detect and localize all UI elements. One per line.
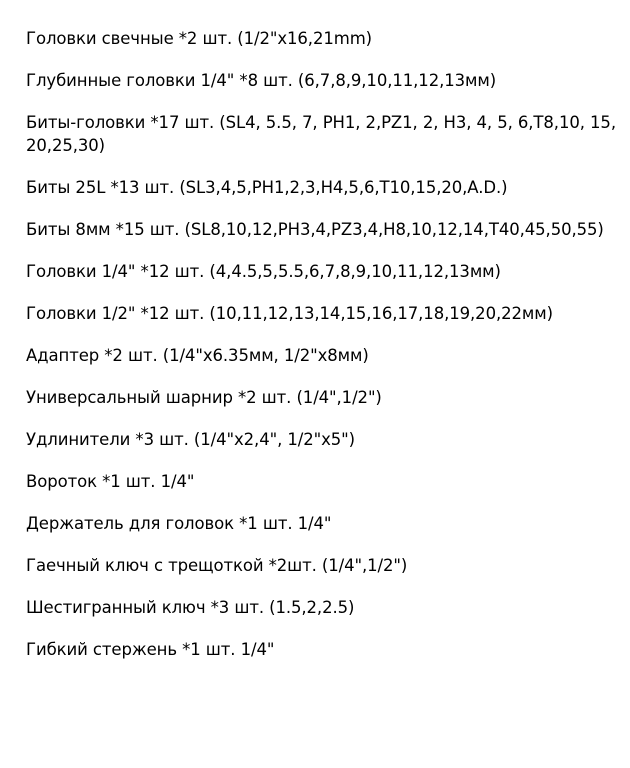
- list-item: Биты-головки *17 шт. (SL4, 5.5, 7, PH1, 2,PZ1, 2, H3, 4, 5, 6,T8,10, 15, 20,25,30): [26, 113, 616, 155]
- list-item: Глубинные головки 1/4" *8 шт. (6,7,8,9,10,11,12,13мм): [26, 71, 497, 90]
- list-item: Биты 25L *13 шт. (SL3,4,5,PH1,2,3,H4,5,6,T10,15,20,A.D.): [26, 178, 508, 197]
- list-item: Удлинители *3 шт. (1/4"x2,4", 1/2"x5"): [26, 430, 356, 449]
- list-item: Головки свечные *2 шт. (1/2"x16,21mm): [26, 29, 373, 48]
- list-item: Гаечный ключ с трещоткой *2шт. (1/4",1/2"): [26, 556, 408, 575]
- list-item: Головки 1/2" *12 шт. (10,11,12,13,14,15,16,17,18,19,20,22мм): [26, 304, 553, 323]
- list-item: Биты 8мм *15 шт. (SL8,10,12,PH3,4,PZ3,4,H8,10,12,14,T40,45,50,55): [26, 220, 604, 239]
- list-item: Адаптер *2 шт. (1/4"x6.35мм, 1/2"x8мм): [26, 346, 369, 365]
- list-item: Головки 1/4" *12 шт. (4,4.5,5,5.5,6,7,8,9,10,11,12,13мм): [26, 262, 501, 281]
- list-item: Шестигранный ключ *3 шт. (1.5,2,2.5): [26, 598, 355, 617]
- list-item: Вороток *1 шт. 1/4": [26, 472, 195, 491]
- list-item: Гибкий стержень *1 шт. 1/4": [26, 640, 275, 659]
- list-item: Держатель для головок *1 шт. 1/4": [26, 514, 332, 533]
- kit-contents-list: [26, 27, 616, 680]
- list-item: Универсальный шарнир *2 шт. (1/4",1/2"): [26, 388, 382, 407]
